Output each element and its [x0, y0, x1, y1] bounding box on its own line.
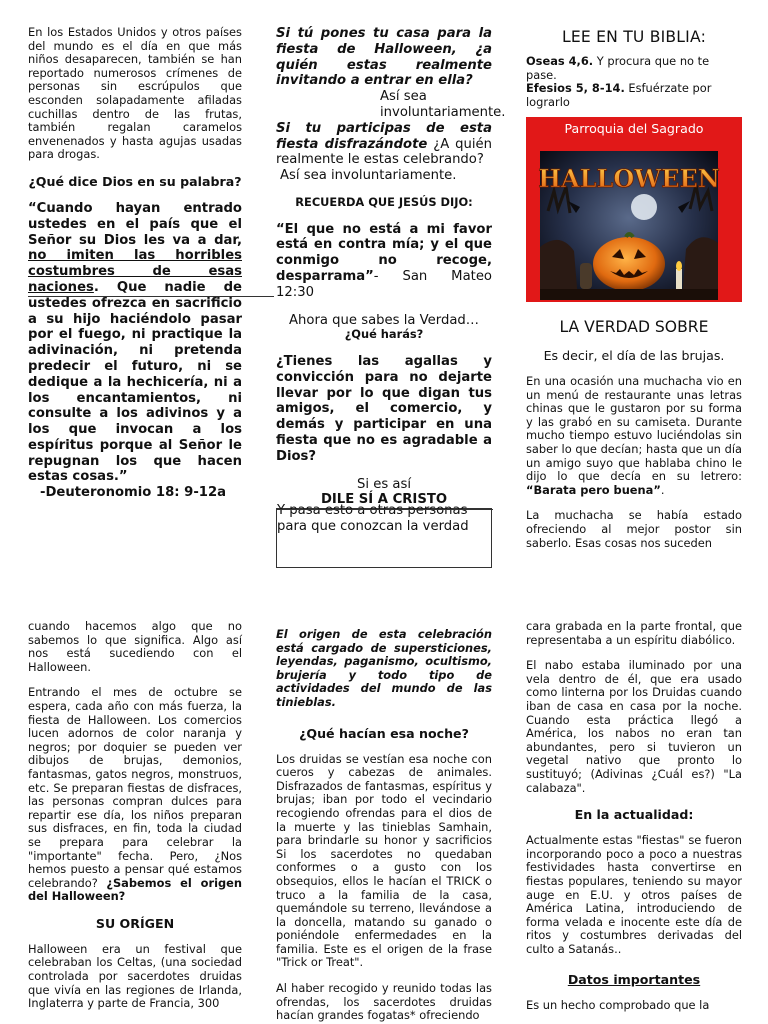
- verdad-title: LA VERDAD SOBRE: [559, 318, 709, 337]
- story-end: .: [660, 482, 665, 497]
- ref-text: Y procura que no te pase.: [526, 54, 710, 82]
- paragraph-2: [28, 686, 242, 904]
- paragraph-turnip: El nabo estaba iluminado por una vela dentro de él, que era usado como linterna por los Druidas cuando iban de casa en casa por la noche. Cuando esta práctica llegó a América, los nabos no eran tan abundantes, pero si tuvieron un vegetal nativo que pronto lo sustituyó; (Adivinas ¿Cuál es?) "La calabaza".: [526, 658, 742, 795]
- parish-banner: [526, 117, 742, 302]
- column-3-top: [526, 26, 742, 586]
- question-costume: [276, 121, 492, 168]
- poster-title-text: HALLOWEEN: [538, 164, 720, 194]
- actualidad-heading: En la actualidad:: [574, 807, 694, 823]
- paragraph-2-bold: ¿Sabemos el origen del Halloween?: [28, 875, 243, 904]
- pass-it-on-box: [276, 503, 492, 568]
- intro-paragraph: En los Estados Unidos y otros países del mundo es el día en que más niños desaparecen, también se han reportado numerosos crímenes de personas sin escrúpulos que esconden solapadamente afiladas cuchillas dentro de las frutas, también regalan caramelos envenenados y hasta agujas usadas para drogas.: [28, 25, 242, 162]
- quote-part: . Que nadie de ustedes ofrezca en sacrificio a su hijo haciéndolo pasar por el fuego, ni practique la adivinación, ni pretenda predecir el futuro, ni se dedique a la hechicería, ni a los encantamientos, ni consulte a los adivinos y a los que invocan a los espíritus porque al Señor le repugnan los que hacen estas cosas.”: [28, 279, 242, 485]
- ref-label: Efesios 5, 8-14.: [526, 81, 625, 96]
- ref-label: Oseas 4,6.: [526, 54, 594, 68]
- story-paragraph: [526, 375, 742, 497]
- ref-text: Esfuérzate por lograrlo: [526, 81, 712, 109]
- ahora-text: Ahora que sabes la Verdad…: [289, 312, 479, 328]
- que-haras-text: ¿Qué harás?: [344, 327, 424, 342]
- agallas-paragraph: ¿Tienes las agallas y convicción para no dejarte llevar por lo que digan tus amigos, el comercio, y demás y participar en una fiesta que no es agradable a Dios?: [276, 353, 492, 464]
- question-costume-bold: Si tu participas de esta fiesta disfrazándote: [276, 120, 492, 152]
- si-es-asi-text: Si es así: [356, 476, 412, 492]
- story-bold: “Barata pero buena”: [526, 482, 661, 497]
- column-2-top: [276, 26, 506, 606]
- origin-heading: SU ORÍGEN: [95, 915, 175, 931]
- bible-ref-efesios: [526, 82, 742, 109]
- answer-costume: Así sea involuntariamente.: [280, 168, 457, 184]
- dile-si-heading: DILE SÍ A CRISTO: [320, 492, 448, 508]
- halloween-poster-image: [540, 151, 718, 300]
- section-heading: ¿Qué dice Dios en su palabra?: [28, 173, 242, 189]
- parish-name: Parroquia del Sagrado: [564, 121, 704, 137]
- what-they-did-heading: ¿Qué hacían esa noche?: [299, 725, 469, 741]
- answer-house: Así sea involuntariamente.: [380, 89, 506, 120]
- offerings-paragraph: Al haber recogido y reunido todas las ofrendas, los sacerdotes druidas hacían grandes fogatas* ofreciendo: [276, 981, 492, 1023]
- origin-intro: El origen de esta celebración está cargado de supersticiones, leyendas, paganismo, ocultismo, brujería y todo tipo de actividades del mundo de las tinieblas.: [276, 627, 492, 709]
- column-2-bottom: [276, 628, 492, 1024]
- column-1-top: [28, 26, 242, 546]
- quote-underlined: no imiten las horribles costumbres de esas naciones: [28, 248, 242, 295]
- druids-paragraph: Los druidas se vestían esa noche con cueros y cabezas de animales. Disfrazados de fantasmas, espíritus y brujas; iban por todo el vecindario recogiendo ofrendas para el dios de la muerte y las tinieblas Samhain, para brindarle su honor y sacrificios Si los sacerdotes no quedaban conformes o a gusto con los obsequios, ellos le hacían el TRICK o truco a la familia de la casa, quemándole su terreno, llevándose a la doncella, matando su ganado o poniéndole enfermedades en la familia. Este es el origen de la frase "Trick or Treat".: [276, 751, 492, 970]
- jesus-quote-text: “El que no está a mi favor está en contra mía; y el que conmigo no recoge, desparrama”: [276, 221, 492, 284]
- recuerda-heading: RECUERDA QUE JESÚS DIJO:: [295, 194, 473, 209]
- datos-heading: Datos importantes: [567, 972, 701, 988]
- paragraph-2-text: Entrando el mes de octubre se espera, cada año con más fuerza, la fiesta de Halloween. Los comercios lucen adornos de color naranja y negros; por doquier se pueden ver dibujos de brujas, demonios, fantasmas, gatos negros, monstruos, etc. Se preparan fiestas de disfraces, las personas compran dulces para repartir ese día, los niños preparan sus disfraces, en fin, toda la ciudad se prepara para celebrar la "importante" fecha. Pero, ¿Nos hemos puesto a pensar qué estamos celebrando?: [28, 685, 242, 890]
- pass-it-on-text: Y pasa esto a otras personas para que conozcan la verdad: [277, 503, 469, 534]
- box-top-rule: [277, 509, 493, 510]
- column-3-bottom: [526, 620, 742, 1024]
- deuteronomy-quote: [28, 201, 242, 485]
- brujas-subtitle: Es decir, el día de las brujas.: [543, 348, 725, 364]
- paragraph-1: cuando hacemos algo que no sabemos lo que significa. Algo así nos está sucediendo con el Halloween.: [28, 619, 242, 674]
- paragraph-datos: Es un hecho comprobado que la: [526, 998, 710, 1013]
- muchacha-paragraph: La muchacha se había estado ofreciendo al mejor postor sin saberlo. Esas cosas nos suceden: [526, 508, 742, 550]
- paragraph-face: cara grabada en la parte frontal, que representaba a un espíritu diabólico.: [526, 619, 742, 647]
- question-costume-rest: ¿A quién realmente le estas celebrando?: [276, 136, 492, 168]
- quote-part: “Cuando hayan entrado ustedes en el país que el Señor su Dios les va a dar,: [28, 200, 242, 248]
- bible-ref-oseas: [526, 55, 742, 82]
- jesus-quote: [276, 222, 492, 301]
- question-house: Si tú pones tu casa para la fiesta de Halloween, ¿a quién estas realmente invitando a entrar en ella?: [276, 26, 492, 89]
- paragraph-actualidad: Actualmente estas "fiestas" se fueron incorporando poco a poco a nuestras festividades hasta convertirse en fiestas populares, teniendo su mayor auge en E.U. y otros países de América Latina, introduciendo de forma velada e inocente este día de ritos y costumbres derivadas del culto a Satanás..: [526, 833, 742, 956]
- quote-citation: -Deuteronomio 18: 9-12a: [40, 485, 227, 501]
- column-1-bottom: [28, 620, 242, 1024]
- jesus-quote-citation: - San Mateo 12:30: [276, 268, 492, 300]
- paragraph-3: Halloween era un festival que celebraban los Celtas, (una sociedad controlada por sacerdotes druidas que vivía en las regiones de Irlanda, Inglaterra y parte de Francia, 300: [28, 941, 242, 1011]
- bible-title: LEE EN TU BIBLIA:: [561, 28, 707, 46]
- story-text: En una ocasión una muchacha vio en un menú de restaurante unas letras chinas que le gustaron por su forma y las grabó en su camiseta. Durante mucho tiempo estuvo luciéndolas sin saber lo que decían; hasta que un día un amigo suyo que hablaba chino le dijo lo que decía en su letrero:: [526, 373, 742, 484]
